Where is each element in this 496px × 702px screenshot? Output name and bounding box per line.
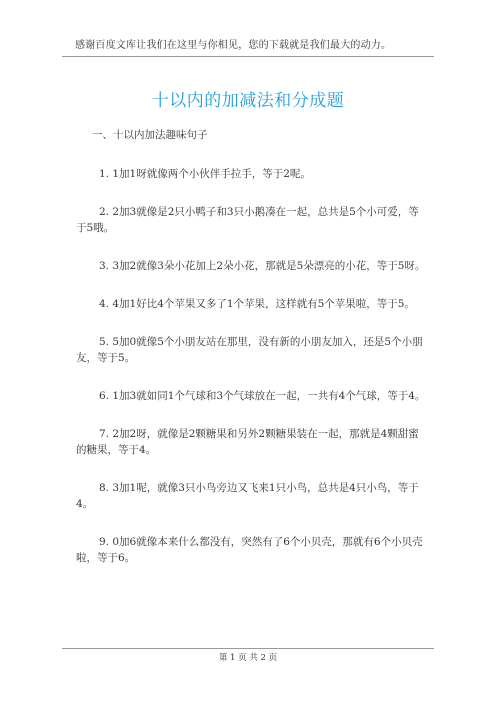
list-item: 3. 3加2就像3朵小花加上2朵小花，那就是5朵漂亮的小花，等于5呀。	[99, 260, 426, 272]
section-heading: 一、十以内加法趣味句子	[92, 129, 208, 141]
list-item: 2. 2加3就像是2只小鸭子和3只小鹅凑在一起，总共是5个小可爱，等于5哦。	[76, 206, 419, 234]
header-divider	[62, 56, 434, 57]
list-item: 9. 0加6就像本来什么都没有，突然有了6个小贝壳，那就有6个小贝壳啦，等于6。	[76, 536, 423, 564]
list-item: 7. 2加2呀，就像是2颗糖果和另外2颗糖果装在一起，那就是4颗甜蜜的糖果，等于4。	[76, 428, 419, 456]
document-title: 十以内的加减法和分成题	[151, 91, 345, 111]
list-item: 5. 5加0就像5个小朋友站在那里，没有新的小朋友加入，还是5个小朋友，等于5。	[76, 336, 423, 364]
list-item: 8. 3加1呢，就像3只小鸟旁边又飞来1只小鸟，总共是4只小鸟，等于4。	[76, 482, 419, 510]
header-note: 感谢百度文库让我们在这里与你相见，您的下载就是我们最大的动力。	[75, 40, 392, 51]
list-item: 4. 4加1好比4个苹果又多了1个苹果，这样就有5个苹果啦，等于5。	[99, 298, 415, 310]
item-list	[76, 166, 426, 588]
list-item: 1. 1加1呀就像两个小伙伴手拉手，等于2呢。	[99, 168, 311, 180]
footer-divider	[62, 648, 434, 649]
list-item: 6. 1加3就如同1个气球和3个气球放在一起，一共有4个气球，等于4。	[99, 390, 426, 402]
page-number: 第 1 页 共 2 页	[218, 653, 278, 663]
